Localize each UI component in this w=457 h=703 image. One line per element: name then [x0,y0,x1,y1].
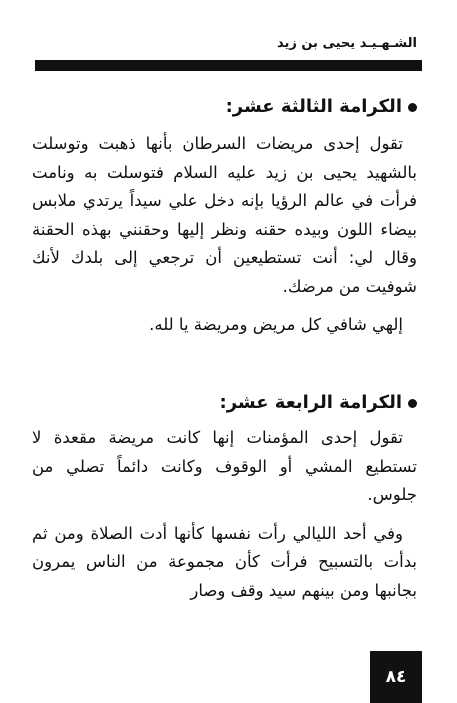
section-13-body [32,130,417,340]
section-heading-14-text: الكرامة الرابعة عشر: [219,392,402,413]
page-number: ٨٤ [370,651,422,703]
running-header: الشـهـيـد يحيى بن زيد [276,36,417,51]
section-heading-13 [226,96,417,117]
section-heading-14 [220,392,418,413]
bullet-icon [408,103,417,112]
section-14-paragraph-2: وفي أحد الليالي رأت نفسها كأنها أدت الصلاة ومن ثم بدأت بالتسبيح فرأت كأن مجموعة من الناس يمرون بجانبها ومن بينهم سيد وقف وصار [32,523,417,600]
section-heading-13-text: الكرامة الثالثة عشر: [225,96,402,117]
section-13-paragraph-2: إلهي شافي كل مريض ومريضة يا لله. [149,315,403,334]
section-14-body [32,424,417,605]
section-14-paragraph-1: تقول إحدى المؤمنات إنها كانت مريضة مقعدة لا تستطيع المشي أو الوقوف وكانت دائماً تصلي من جلوس. [32,428,417,504]
section-13-paragraph-1: تقول إحدى مريضات السرطان بأنها ذهبت وتوسلت بالشهيد يحيى بن زيد عليه السلام فتوسلت به ونامت فرأت في عالم الرؤيا بإنه دخل علي سيداً يرتدي ملابس بيضاء اللون وبيده حقنه ونظر إليها وحقنني بهذه الحقنة وقال لي: أنت تستطيعين أن ترجعي إلى بلدك لأنك شوفيت من مرضك. [32,134,417,296]
bullet-icon [408,399,417,408]
header-rule [35,60,422,71]
